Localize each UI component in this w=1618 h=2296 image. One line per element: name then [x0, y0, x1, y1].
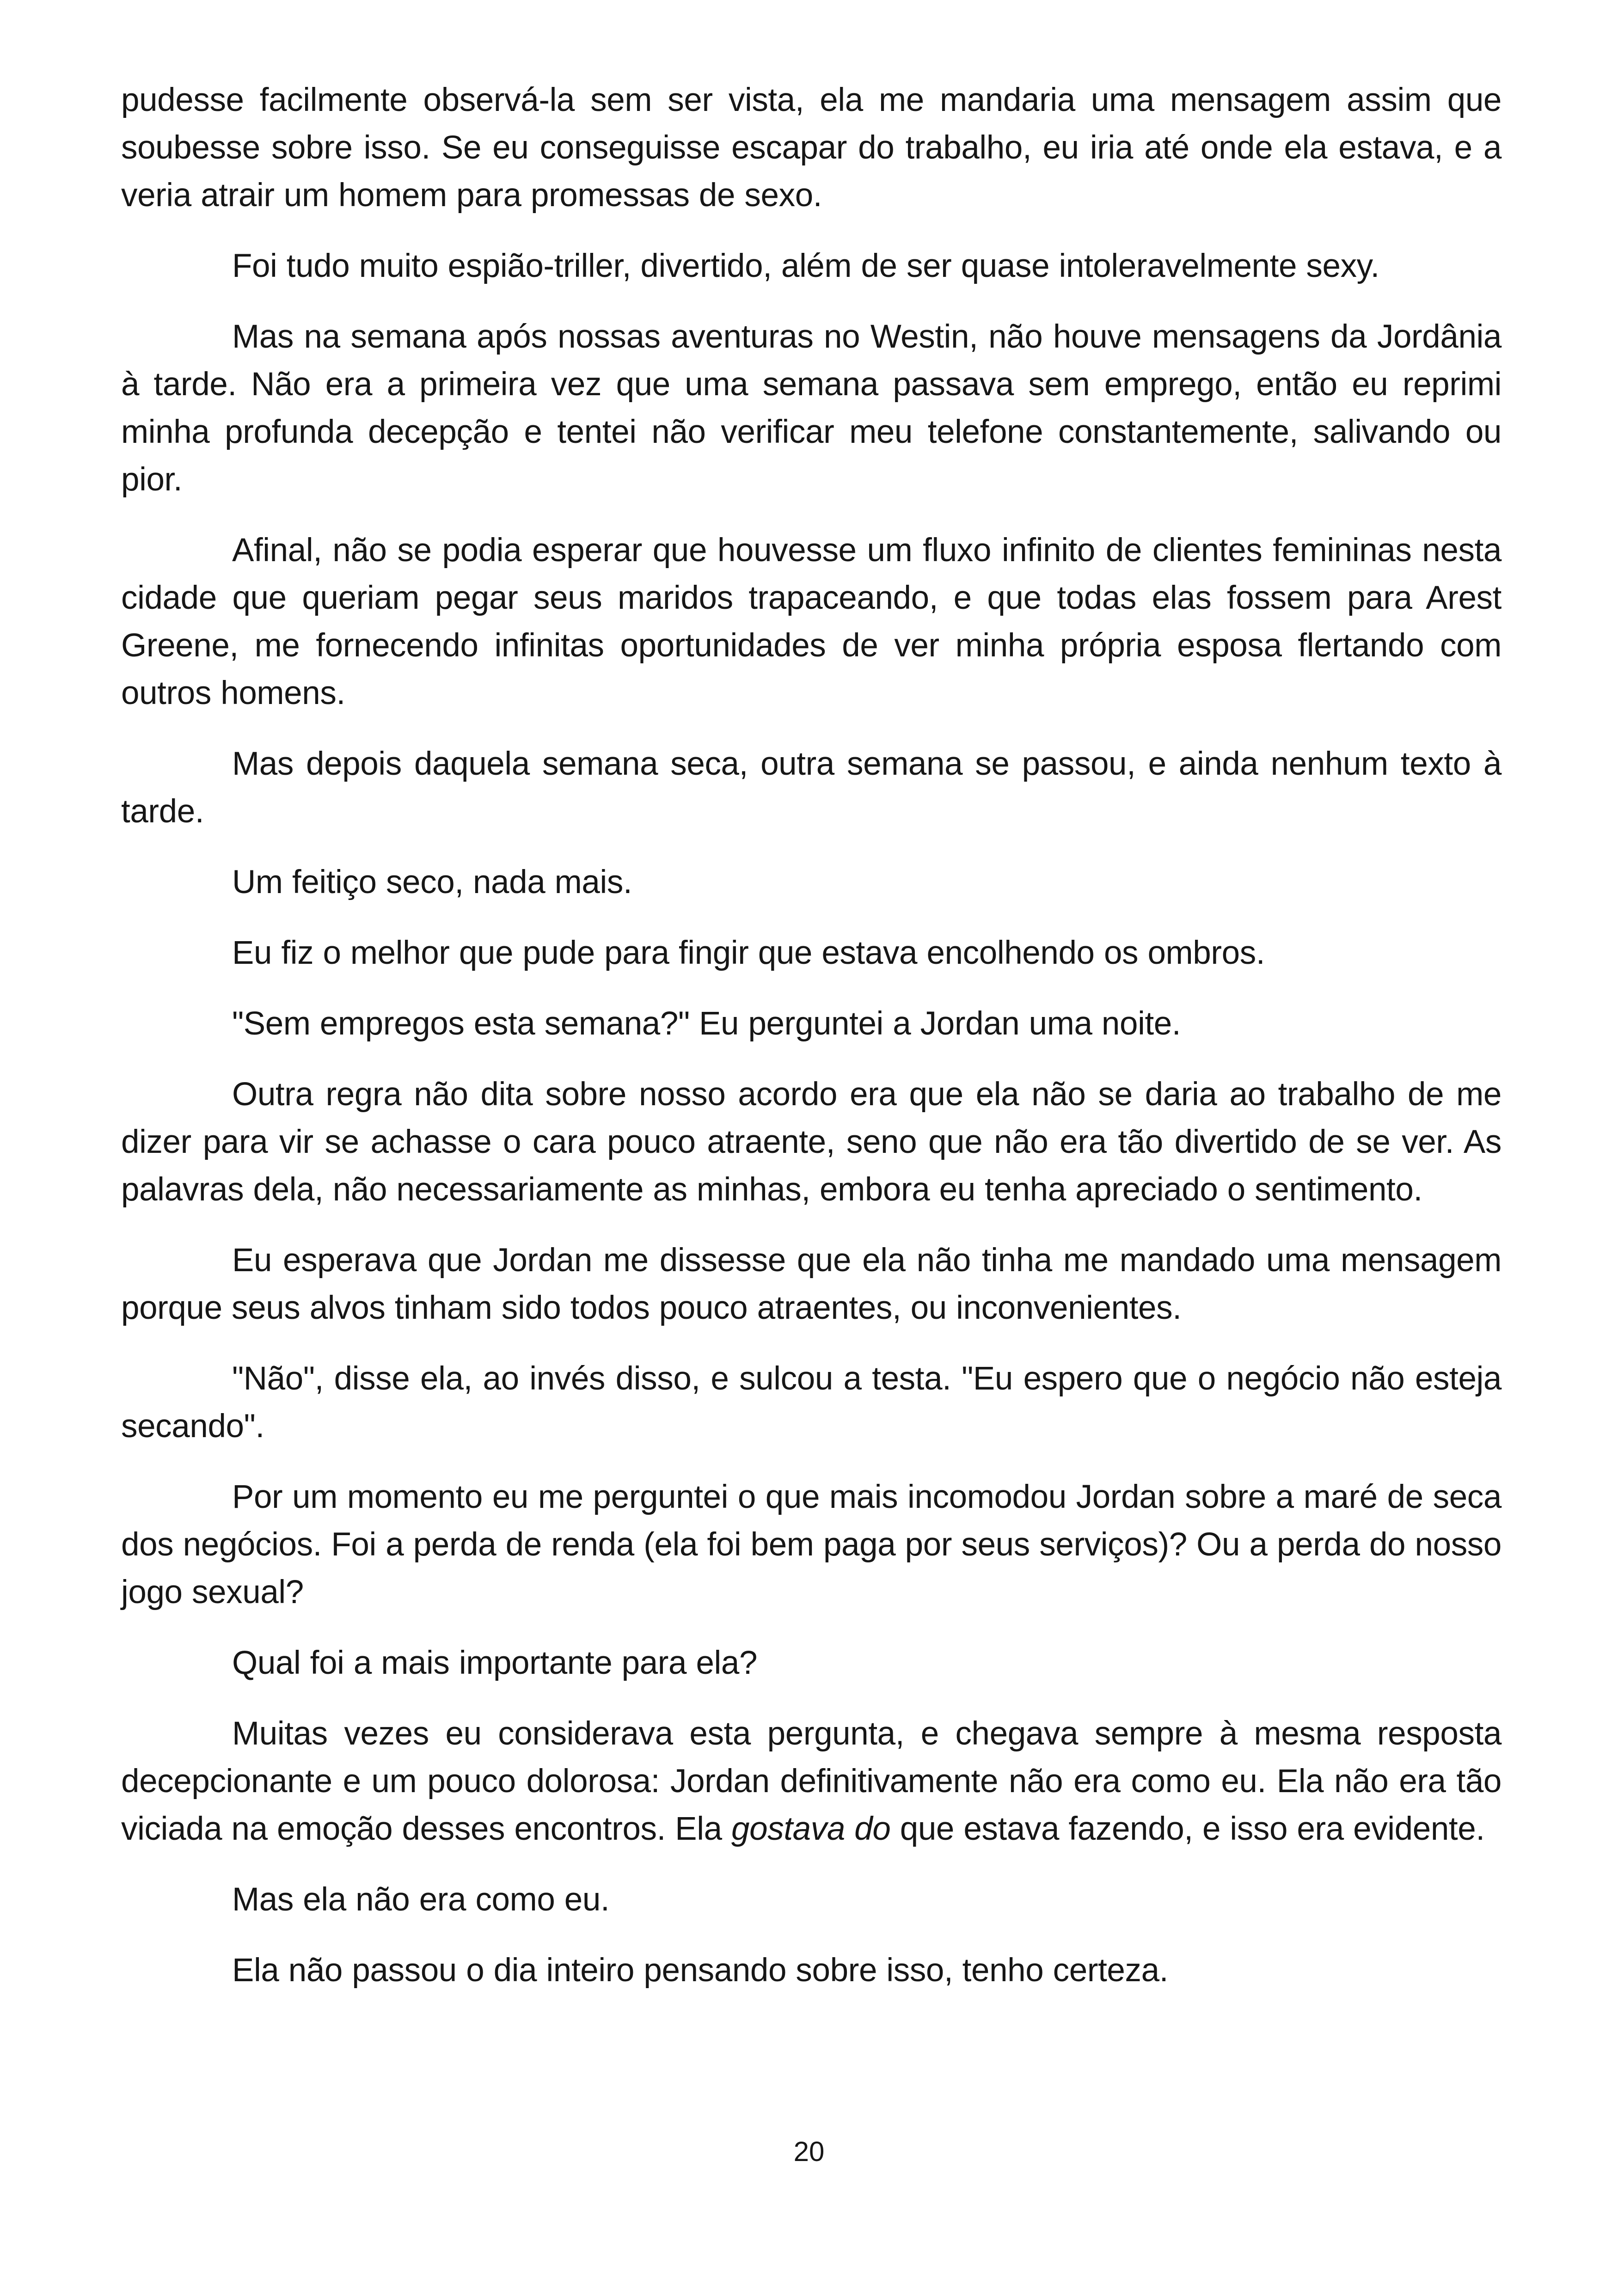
paragraph-14-text-before: Muitas vezes eu considerava esta pergunta, e chegava sempre à mesma resposta decepcionante e um pouco dolorosa: Jordan definitivamente não era como eu. Ela não era tão viciada na emoção desses encontros. Ela [121, 1715, 1502, 1847]
paragraph-8: "Sem empregos esta semana?" Eu perguntei a Jordan uma noite. [232, 1005, 1181, 1042]
body-text [121, 76, 1502, 2017]
paragraph-3: Mas na semana após nossas aventuras no Westin, não houve mensagens da Jordânia à tarde. Não era a primeira vez que uma semana passava sem emprego, então eu reprimi minha profunda decepção e tentei não verificar meu telefone constantemente, salivando ou pior. [121, 318, 1502, 498]
paragraph-15: Mas ela não era como eu. [232, 1881, 610, 1918]
paragraph-1: pudesse facilmente observá-la sem ser vista, ela me mandaria uma mensagem assim que soubesse sobre isso. Se eu conseguisse escapar do trabalho, eu iria até onde ela estava, e a veria atrair um homem para promessas de sexo. [121, 82, 1502, 214]
paragraph-9: Outra regra não dita sobre nosso acordo era que ela não se daria ao trabalho de me dizer para vir se achasse o cara pouco atraente, seno que não era tão divertido de se ver. As palavras dela, não necessariamente as minhas, embora eu tenha apreciado o sentimento. [121, 1076, 1502, 1208]
paragraph-12: Por um momento eu me perguntei o que mais incomodou Jordan sobre a maré de seca dos negócios. Foi a perda de renda (ela foi bem paga por seus serviços)? Ou a perda do nosso jogo sexual? [121, 1479, 1502, 1610]
paragraph-7: Eu fiz o melhor que pude para fingir que estava encolhendo os ombros. [232, 935, 1265, 971]
paragraph-14-italic-text: gostava do [731, 1811, 891, 1847]
paragraph-5: Mas depois daquela semana seca, outra semana se passou, e ainda nenhum texto à tarde. [121, 746, 1502, 830]
paragraph-11: "Não", disse ela, ao invés disso, e sulcou a testa. "Eu espero que o negócio não esteja secando". [121, 1360, 1502, 1445]
paragraph-10: Eu esperava que Jordan me dissesse que ela não tinha me mandado uma mensagem porque seus alvos tinham sido todos pouco atraentes, ou inconvenientes. [121, 1242, 1502, 1326]
paragraph-4: Afinal, não se podia esperar que houvesse um fluxo infinito de clientes femininas nesta cidade que queriam pegar seus maridos trapaceando, e que todas elas fossem para Arest Greene, me fornecendo infinitas oportunidades de ver minha própria esposa flertando com outros homens. [121, 532, 1502, 711]
paragraph-14 [121, 1710, 1502, 1853]
paragraph-6: Um feitiço seco, nada mais. [232, 864, 632, 900]
paragraph-13: Qual foi a mais importante para ela? [232, 1645, 758, 1681]
paragraph-14-text-after: que estava fazendo, e isso era evidente. [890, 1811, 1485, 1847]
page-number: 20 [793, 2136, 825, 2167]
paragraph-16: Ela não passou o dia inteiro pensando sobre isso, tenho certeza. [232, 1952, 1169, 1989]
paragraph-2: Foi tudo muito espião-triller, divertido, além de ser quase intoleravelmente sexy. [232, 248, 1379, 284]
